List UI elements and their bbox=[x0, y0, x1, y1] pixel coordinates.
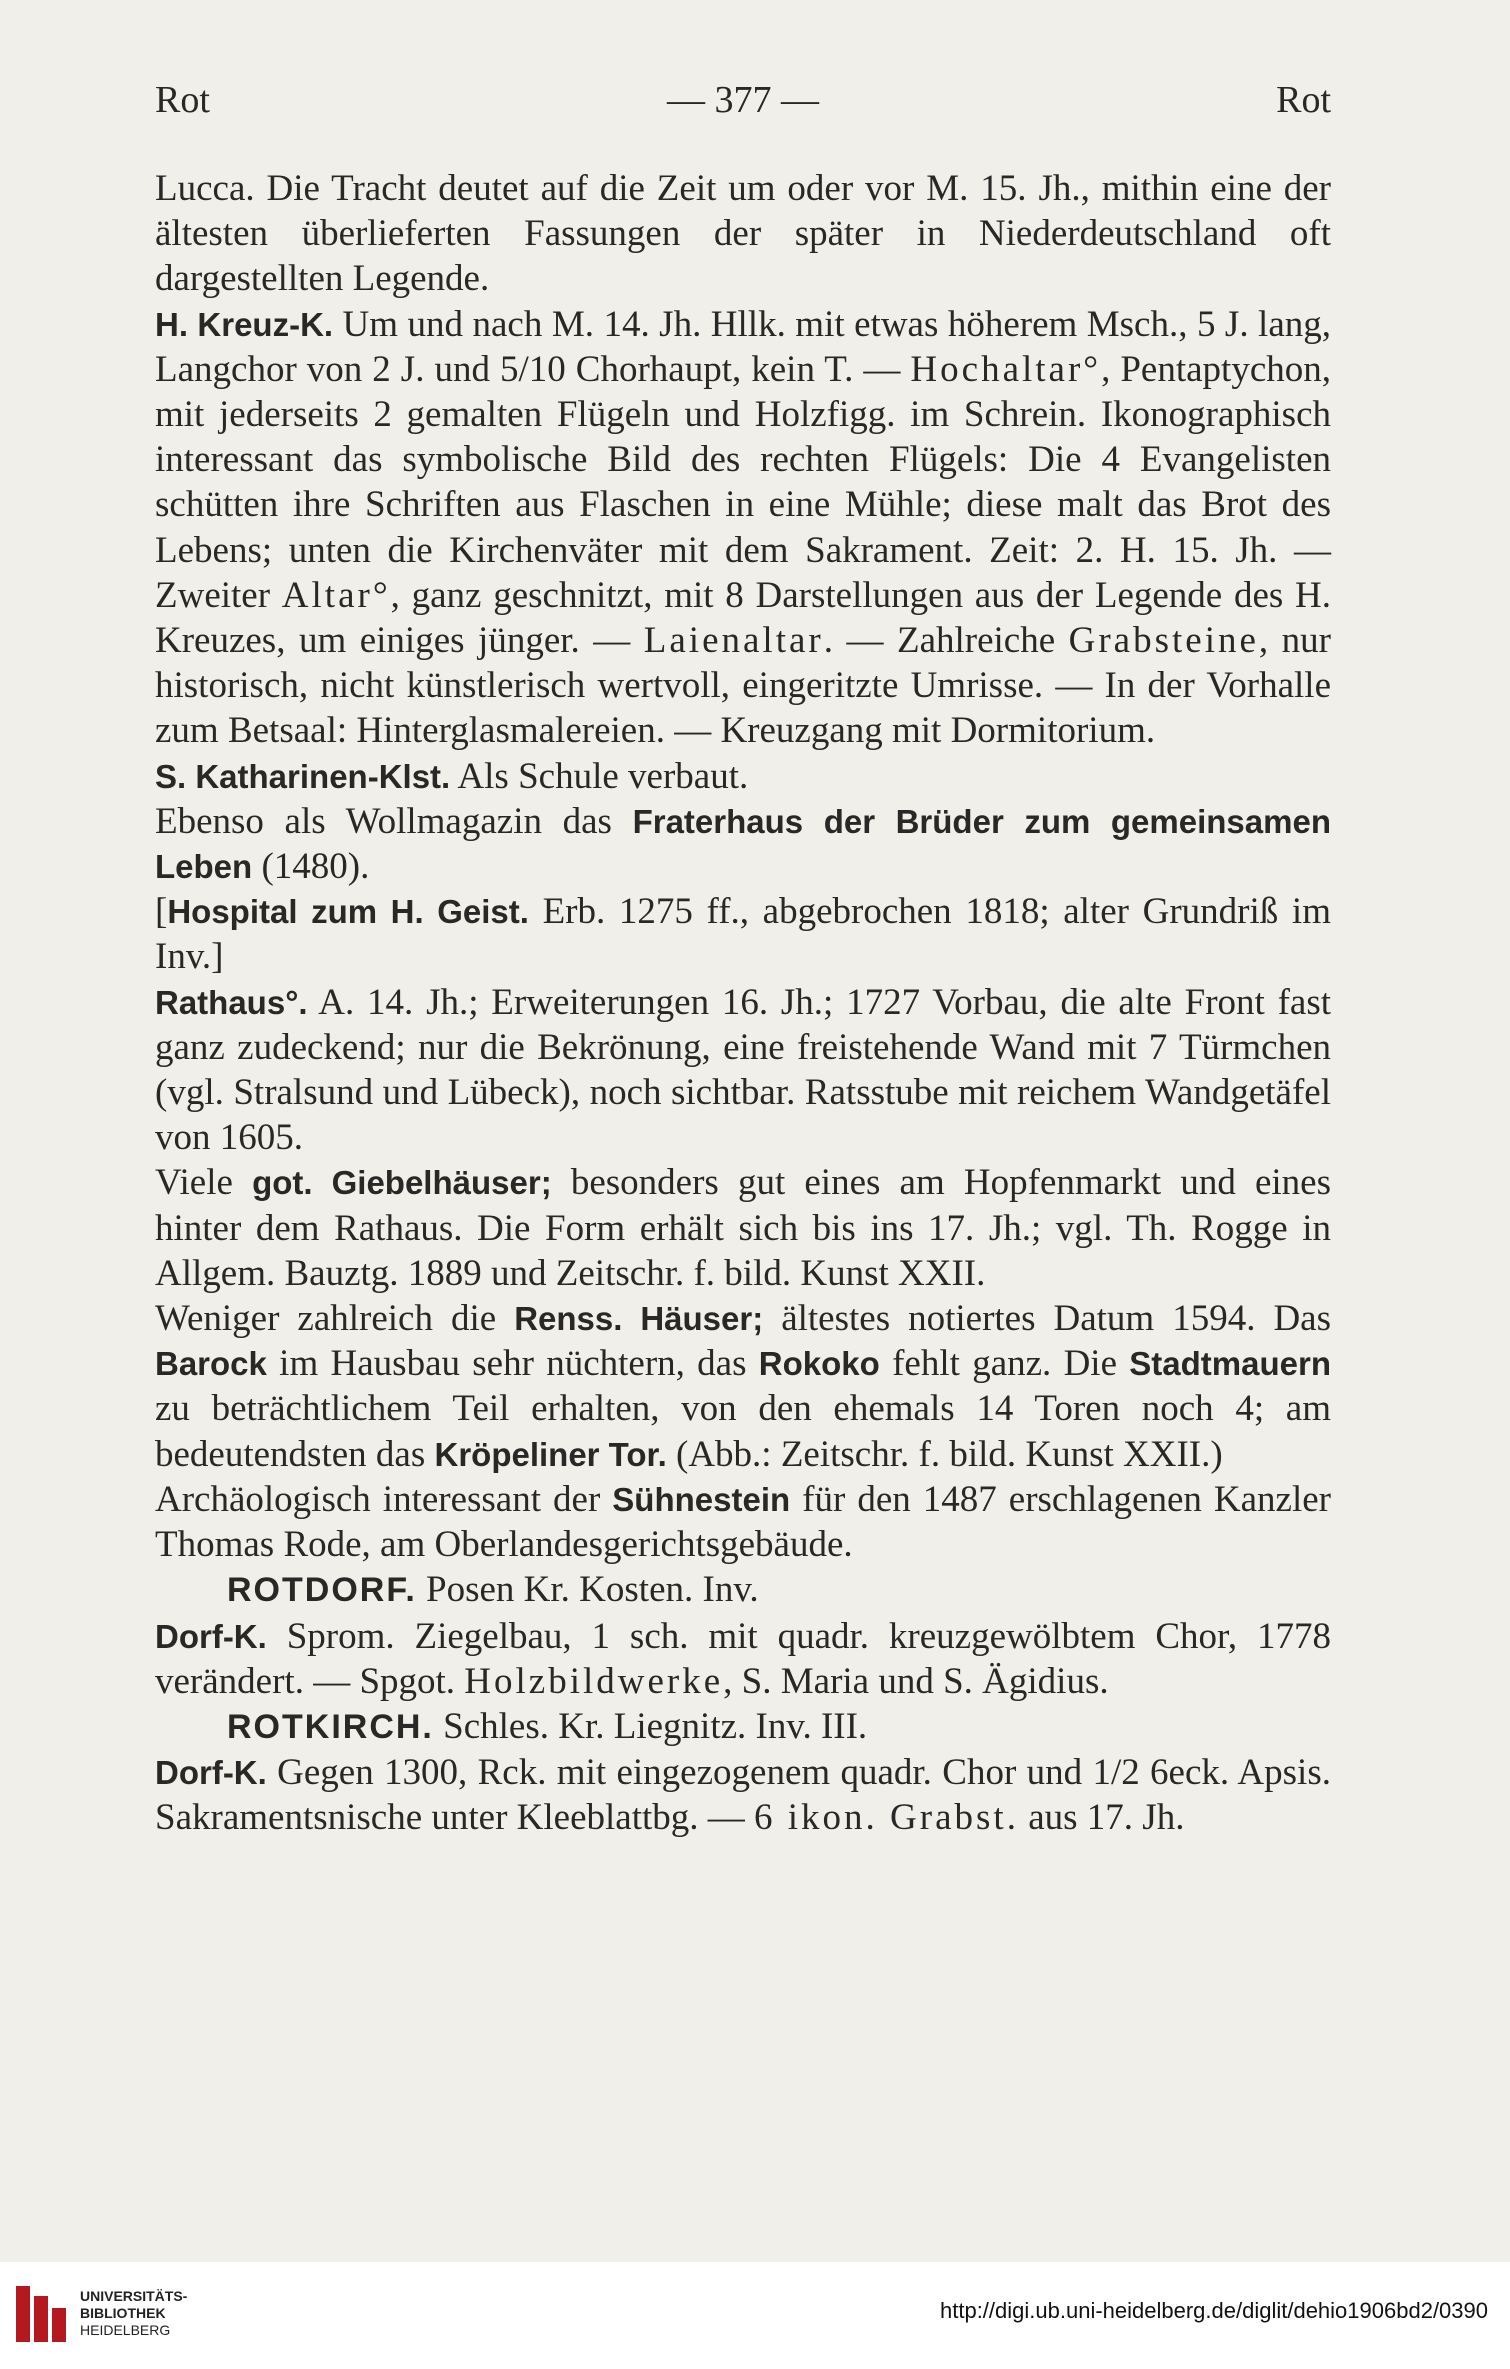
spaced-term: Altar° bbox=[281, 574, 391, 616]
running-head-left: Rot bbox=[155, 79, 210, 121]
text-run: 6eck. Apsis. Sakramentsnische unter Kleeblattbg. — bbox=[155, 1752, 1331, 1839]
paragraph bbox=[155, 754, 1331, 799]
text-run: Sprom. Ziegelbau, 1 sch. mit quadr. kreuzgewölbtem Chor, 1778 verändert. — Spgot. bbox=[155, 1615, 1331, 1702]
spaced-term: 6 ikon. Grabst. bbox=[754, 1797, 1019, 1839]
place-heading bbox=[155, 1567, 1331, 1613]
text-run: Als Schule verbaut. bbox=[450, 755, 749, 797]
bold-term: Barock bbox=[155, 1345, 267, 1383]
page-body bbox=[155, 166, 1331, 1841]
library-name-line3: HEIDELBERG bbox=[80, 2322, 171, 2338]
spaced-term: Laienaltar bbox=[643, 620, 824, 662]
text-run: (Abb.: Zeitschr. f. bild. Kunst XXII.) bbox=[666, 1433, 1223, 1475]
paragraph bbox=[155, 980, 1331, 1161]
bold-term: Rathaus°. bbox=[155, 983, 308, 1021]
fraction: 1/2 bbox=[1092, 1752, 1140, 1794]
bold-term: Dorf-K. bbox=[155, 1754, 267, 1792]
place-name: ROTKIRCH. bbox=[227, 1707, 434, 1746]
paragraph bbox=[155, 1160, 1331, 1296]
place-region: Schles. Kr. Liegnitz. Inv. III. bbox=[433, 1705, 868, 1747]
bold-term: got. Giebelhäuser; bbox=[252, 1164, 552, 1202]
text-run: zu beträchtlichem Teil erhalten, von den ehemals 14 Toren noch 4; am bedeutendsten das bbox=[155, 1388, 1331, 1475]
bold-term: Fraterhaus der Brüder zum gemeinsamen Leben bbox=[155, 802, 1331, 886]
text-run: Erb. 1275 ff., abgebrochen 1818; alter Grundriß im Inv.] bbox=[155, 891, 1331, 978]
text-run: Chorhaupt, kein T. — bbox=[565, 348, 911, 390]
bold-term: Kröpeliner Tor. bbox=[434, 1435, 667, 1473]
text-run: A. 14. Jh.; Erweiterungen 16. Jh.; 1727 Vorbau, die alte Front fast ganz zudeckend; nur die Bekrönung, eine freistehende Wand mit 7 Türmchen (vgl. Stralsund und Lübeck), noch sichtbar. Ratsstube mit reichem Wandgetäfel von 1605. bbox=[155, 981, 1331, 1159]
library-name bbox=[80, 2288, 187, 2339]
place-entry bbox=[155, 1750, 1331, 1840]
paragraph bbox=[155, 1477, 1331, 1567]
page-header bbox=[155, 78, 1331, 128]
text-run: besonders gut eines am Hopfenmarkt und eines hinter dem Rathaus. Die Form erhält sich bis ins 17. Jh.; vgl. Th. Rogge in Allgem. Bauztg. 1889 und Zeitschr. f. bild. Kunst XXII. bbox=[155, 1162, 1332, 1294]
bold-term: Renss. Häuser; bbox=[514, 1300, 764, 1338]
paragraph bbox=[155, 302, 1331, 754]
library-name-line1: UNIVERSITÄTS- bbox=[80, 2288, 188, 2304]
text-run: Um und nach M. 14. Jh. Hllk. mit etwas höherem Msch., 5 J. lang, Langchor von 2 J. und bbox=[155, 303, 1332, 390]
bold-term: Sühnestein bbox=[612, 1480, 791, 1518]
text-run: , S. Maria und S. Ägidius. bbox=[723, 1660, 1109, 1702]
bold-term: Dorf-K. bbox=[155, 1617, 267, 1655]
text-run: im Hausbau sehr nüchtern, das bbox=[266, 1343, 759, 1385]
text-run: , ganz geschnitzt, mit 8 Darstellungen aus der Legende des H. Kreuzes, um einiges jünger. — bbox=[155, 574, 1332, 662]
bold-term: H. Kreuz-K. bbox=[155, 305, 334, 343]
text-run: Weniger zahlreich die bbox=[155, 1298, 515, 1340]
paragraph bbox=[155, 889, 1331, 979]
spaced-term: Holzbildwerke bbox=[464, 1660, 724, 1702]
bold-term: Rokoko bbox=[758, 1345, 880, 1383]
footer-bar bbox=[0, 2262, 1510, 2369]
source-url-link[interactable]: http://digi.ub.uni-heidelberg.de/diglit/dehio1906bd2/0390 bbox=[940, 2298, 1488, 2323]
text-run: , Pentaptychon, mit jederseits 2 gemalten Flügeln und Holzfigg. im Schrein. Ikonographisch interessant das symbolische Bild des rechten Flügels: Die 4 Evangelisten schütten ihre Schriften aus Flaschen in eine Mühle; diese malt das Brot des Lebens; unten die Kirchenväter mit dem Sakrament. Zeit: 2. H. 15. Jh. — Zweiter bbox=[155, 348, 1332, 616]
text-run: Lucca. Die Tracht deutet auf die Zeit um oder vor M. 15. Jh., mithin eine der ältesten überlieferten Fassungen der später in Niederdeutschland oft dargestellten Legende. bbox=[155, 168, 1331, 300]
bold-term: Hospital zum H. Geist. bbox=[167, 893, 529, 931]
place-region: Posen Kr. Kosten. Inv. bbox=[416, 1569, 759, 1611]
text-run: (1480). bbox=[252, 846, 370, 888]
body-paragraphs bbox=[155, 166, 1331, 1567]
text-run: [ bbox=[155, 891, 168, 933]
text-run: Ebenso als Wollmagazin das bbox=[155, 800, 633, 842]
paragraph bbox=[155, 166, 1331, 302]
fraction: 5/10 bbox=[499, 348, 566, 390]
text-run: Archäologisch interessant der bbox=[155, 1478, 613, 1520]
text-run: ältestes notiertes Datum 1594. Das bbox=[763, 1298, 1331, 1340]
text-run: Gegen 1300, Rck. mit eingezogenem quadr. Chor und bbox=[266, 1752, 1093, 1794]
spaced-term: Hochaltar° bbox=[910, 348, 1102, 390]
text-run: , nur historisch, nicht künstlerisch wertvoll, eingeritzte Umrisse. — In der Vorhalle zum Betsaal: Hinterglasmalereien. — Kreuzgang mit Dormitorium. bbox=[155, 620, 1331, 752]
running-head-right: Rot bbox=[1276, 79, 1331, 121]
library-name-line2: BIBLIOTHEK bbox=[80, 2305, 166, 2321]
bold-term: S. Katharinen-Klst. bbox=[155, 757, 451, 795]
place-name: ROTDORF. bbox=[227, 1571, 417, 1610]
paragraph bbox=[155, 799, 1331, 889]
place-heading bbox=[155, 1704, 1331, 1750]
text-run: . — Zahlreiche bbox=[823, 620, 1069, 662]
place-sections bbox=[155, 1567, 1331, 1840]
page-number: — 377 — bbox=[667, 79, 819, 121]
university-library-logo-icon bbox=[16, 2286, 68, 2342]
text-run: für den 1487 erschlagenen Kanzler Thomas Rode, am Oberlandesgerichtsgebäude. bbox=[155, 1478, 1331, 1566]
bold-term: Stadtmauern bbox=[1129, 1345, 1331, 1383]
paragraph bbox=[155, 1296, 1331, 1477]
text-run: aus 17. Jh. bbox=[1018, 1797, 1185, 1839]
text-run: Viele bbox=[155, 1162, 253, 1204]
text-run: fehlt ganz. Die bbox=[879, 1343, 1130, 1385]
place-entry bbox=[155, 1614, 1331, 1704]
spaced-term: Grabsteine bbox=[1068, 620, 1259, 662]
